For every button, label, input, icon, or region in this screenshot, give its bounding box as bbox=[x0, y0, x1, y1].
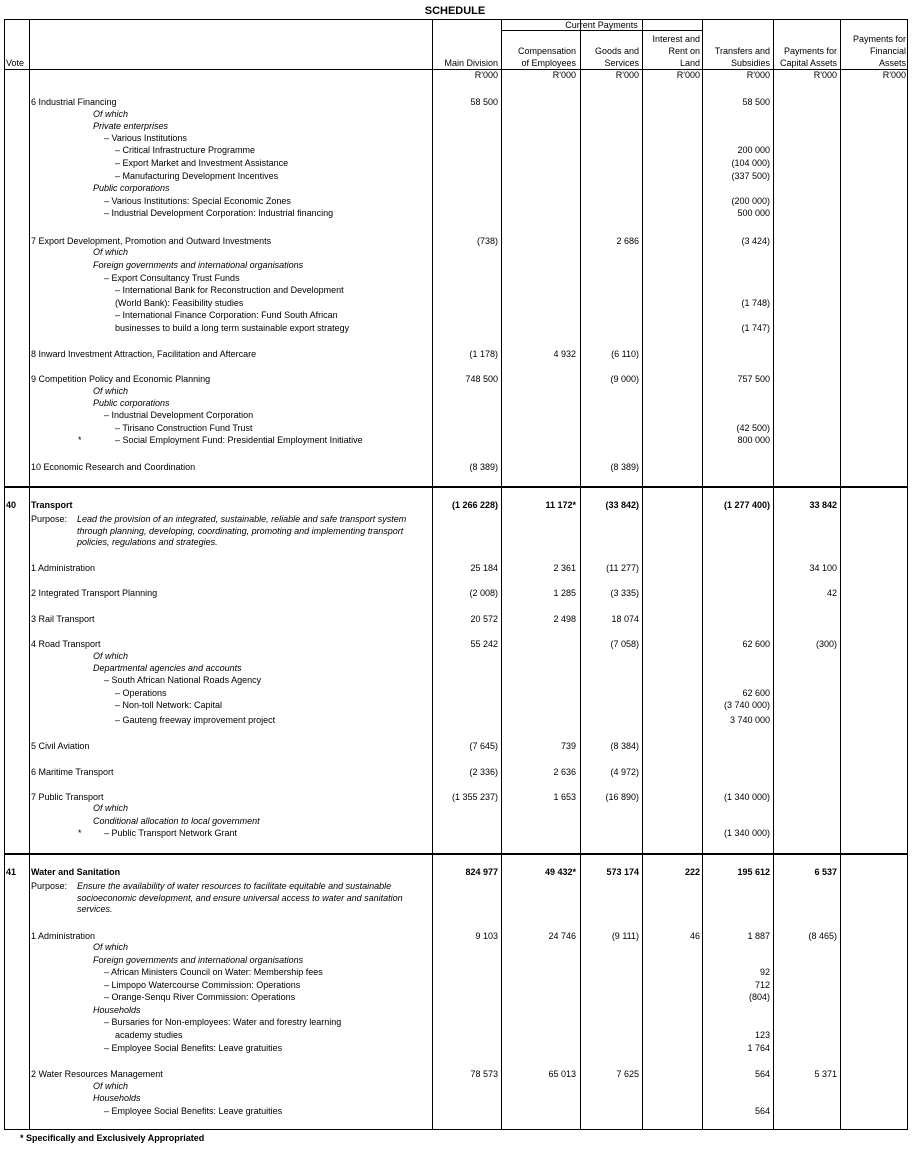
purpose-label: Purpose: bbox=[31, 514, 68, 524]
schedule-title: SCHEDULE bbox=[424, 5, 486, 17]
column-divider bbox=[29, 19, 30, 1130]
column-divider bbox=[642, 19, 643, 1130]
amount-ts: (1 340 000) bbox=[723, 792, 770, 802]
amount-md: (8 389) bbox=[469, 462, 498, 472]
row-label: 6 Industrial Financing bbox=[31, 97, 117, 107]
row-label: Departmental agencies and accounts bbox=[93, 663, 242, 673]
amount-ce: 65 013 bbox=[548, 1069, 576, 1079]
header-current-payments: Current Payments bbox=[565, 20, 638, 30]
row-label: 8 Inward Investment Attraction, Facilitation and Aftercare bbox=[31, 349, 257, 359]
amount-gs: (16 890) bbox=[605, 792, 639, 802]
row-label: Of which bbox=[93, 247, 129, 257]
header-goods: Goods and bbox=[594, 46, 639, 56]
column-divider bbox=[432, 19, 433, 1130]
amount-ce: 49 432* bbox=[544, 867, 576, 877]
header-interest: Land bbox=[679, 58, 700, 68]
amount-ca: (8 465) bbox=[808, 931, 837, 941]
row-label: 4 Road Transport bbox=[31, 639, 101, 649]
amount-gs: (3 335) bbox=[610, 588, 639, 598]
amount-ts: 712 bbox=[754, 980, 770, 990]
row-label: – Bursaries for Non-employees: Water and forestry learning bbox=[104, 1017, 342, 1027]
amount-ts: 92 bbox=[759, 967, 770, 977]
amount-ce: 24 746 bbox=[548, 931, 576, 941]
amount-ts: (1 748) bbox=[741, 298, 770, 308]
header-main-division: Main Division bbox=[444, 58, 498, 68]
unit-label: R'000 bbox=[746, 70, 770, 80]
amount-md: 9 103 bbox=[475, 931, 498, 941]
row-label: 2 Water Resources Management bbox=[31, 1069, 163, 1079]
amount-ts: (1 277 400) bbox=[723, 500, 770, 510]
amount-gs: 2 686 bbox=[616, 236, 639, 246]
footnote: * Specifically and Exclusively Appropriated bbox=[20, 1133, 205, 1143]
row-label: – International Finance Corporation: Fund South African bbox=[115, 310, 338, 320]
purpose-text: Lead the provision of an integrated, sustainable, reliable and safe transport system through planning, developing, coordinating, promoting and implementing transport policies, regulations and strategies. bbox=[77, 514, 407, 547]
amount-ts: 564 bbox=[754, 1069, 770, 1079]
amount-md: (1 266 228) bbox=[451, 500, 498, 510]
row-label: 1 Administration bbox=[31, 563, 96, 573]
amount-ts: 62 600 bbox=[742, 639, 770, 649]
amount-ts: 564 bbox=[754, 1106, 770, 1116]
row-label: – Operations bbox=[115, 688, 167, 698]
row-label: – International Bank for Reconstruction and Development bbox=[115, 285, 344, 295]
amount-ce: 2 361 bbox=[553, 563, 576, 573]
amount-md: 824 977 bbox=[465, 867, 498, 877]
column-divider bbox=[840, 19, 841, 1130]
amount-gs: 7 625 bbox=[616, 1069, 639, 1079]
row-label: – Export Consultancy Trust Funds bbox=[104, 273, 240, 283]
amount-gs: (6 110) bbox=[611, 349, 639, 359]
row-label: – Industrial Development Corporation bbox=[104, 410, 254, 420]
column-divider bbox=[773, 19, 774, 1130]
row-label: – Gauteng freeway improvement project bbox=[115, 715, 276, 725]
row-label: Foreign governments and international organisations bbox=[93, 955, 304, 965]
row-label: (World Bank): Feasibility studies bbox=[115, 298, 244, 308]
amount-gs: (33 842) bbox=[605, 500, 639, 510]
header-financial: Financial bbox=[869, 46, 906, 56]
row-label: Transport bbox=[31, 500, 73, 510]
header-interest: Interest and bbox=[652, 34, 700, 44]
amount-gs: (4 972) bbox=[610, 767, 639, 777]
amount-gs: (8 389) bbox=[610, 462, 639, 472]
amount-ts: 1 764 bbox=[747, 1043, 770, 1053]
amount-md: 78 573 bbox=[470, 1069, 498, 1079]
amount-md: (2 008) bbox=[469, 588, 498, 598]
row-label: – South African National Roads Agency bbox=[104, 675, 262, 685]
row-label: 5 Civil Aviation bbox=[31, 741, 90, 751]
column-divider bbox=[580, 19, 581, 1130]
header-capital: Capital Assets bbox=[779, 58, 837, 68]
header-financial: Payments for bbox=[852, 34, 906, 44]
amount-ts: 500 000 bbox=[737, 208, 770, 218]
row-label: Of which bbox=[93, 386, 129, 396]
row-label: 6 Maritime Transport bbox=[31, 767, 114, 777]
column-divider bbox=[702, 19, 703, 1130]
amount-ts: 800 000 bbox=[737, 435, 770, 445]
unit-label: R'000 bbox=[676, 70, 700, 80]
amount-ir: 46 bbox=[689, 931, 700, 941]
row-label: Private enterprises bbox=[93, 121, 169, 131]
amount-ca: 33 842 bbox=[809, 500, 837, 510]
amount-md: (1 178) bbox=[469, 349, 498, 359]
row-star: * bbox=[78, 828, 82, 838]
amount-md: (738) bbox=[476, 236, 498, 246]
amount-ir: 222 bbox=[684, 867, 700, 877]
amount-md: (2 336) bbox=[469, 767, 498, 777]
header-compensation: of Employees bbox=[521, 58, 576, 68]
amount-ts: (1 747) bbox=[741, 323, 770, 333]
amount-md: 58 500 bbox=[470, 97, 498, 107]
amount-ce: 1 285 bbox=[553, 588, 576, 598]
row-label: – Non-toll Network: Capital bbox=[115, 700, 223, 710]
amount-gs: (9 000) bbox=[610, 374, 639, 384]
row-label: 9 Competition Policy and Economic Planning bbox=[31, 374, 211, 384]
amount-ts: (3 740 000) bbox=[723, 700, 770, 710]
row-label: Of which bbox=[93, 803, 129, 813]
amount-md: 25 184 bbox=[470, 563, 498, 573]
amount-ca: 34 100 bbox=[809, 563, 837, 573]
amount-ca: (300) bbox=[815, 639, 837, 649]
amount-ts: 195 612 bbox=[737, 867, 770, 877]
vote-divider-40 bbox=[4, 486, 908, 488]
row-label: Public corporations bbox=[93, 183, 170, 193]
row-label: – Various Institutions: Special Economic Zones bbox=[104, 196, 291, 206]
amount-ts: 62 600 bbox=[742, 688, 770, 698]
vote-number: 41 bbox=[6, 867, 17, 877]
row-label: Water and Sanitation bbox=[31, 867, 121, 877]
amount-ce: 11 172* bbox=[545, 500, 576, 510]
row-label: – Employee Social Benefits: Leave gratuities bbox=[104, 1106, 283, 1116]
row-label: Public corporations bbox=[93, 398, 170, 408]
amount-ts: 58 500 bbox=[742, 97, 770, 107]
row-label: 3 Rail Transport bbox=[31, 614, 95, 624]
row-label: – Critical Infrastructure Programme bbox=[115, 145, 256, 155]
row-label: Foreign governments and international organisations bbox=[93, 260, 304, 270]
amount-ca: 6 537 bbox=[814, 867, 837, 877]
row-label: – Social Employment Fund: Presidential Employment Initiative bbox=[115, 435, 363, 445]
row-label: – Employee Social Benefits: Leave gratuities bbox=[104, 1043, 283, 1053]
row-label: Of which bbox=[93, 651, 129, 661]
header-rule bbox=[4, 69, 908, 70]
row-label: – African Ministers Council on Water: Membership fees bbox=[104, 967, 323, 977]
amount-ca: 42 bbox=[826, 588, 837, 598]
row-label: Of which bbox=[93, 1081, 129, 1091]
header-transfers: Subsidies bbox=[730, 58, 770, 68]
row-label: – Export Market and Investment Assistance bbox=[115, 158, 289, 168]
amount-ce: 1 653 bbox=[553, 792, 576, 802]
header-transfers: Transfers and bbox=[714, 46, 770, 56]
amount-md: (1 355 237) bbox=[451, 792, 498, 802]
amount-ca: 5 371 bbox=[814, 1069, 837, 1079]
row-label: – Orange-Senqu River Commission: Operations bbox=[104, 992, 296, 1002]
amount-gs: (8 384) bbox=[610, 741, 639, 751]
row-label: Conditional allocation to local government bbox=[93, 816, 260, 826]
amount-ts: 1 887 bbox=[747, 931, 770, 941]
unit-label: R'000 bbox=[474, 70, 498, 80]
vote-number: 40 bbox=[6, 500, 17, 510]
row-label: Households bbox=[93, 1093, 141, 1103]
unit-label: R'000 bbox=[813, 70, 837, 80]
amount-md: 748 500 bbox=[465, 374, 498, 384]
amount-ts: 200 000 bbox=[737, 145, 770, 155]
amount-gs: (9 111) bbox=[611, 931, 639, 941]
amount-ce: 2 636 bbox=[553, 767, 576, 777]
header-interest: Rent on bbox=[668, 46, 700, 56]
header-compensation: Compensation bbox=[517, 46, 576, 56]
amount-ts: (337 500) bbox=[731, 171, 770, 181]
unit-label: R'000 bbox=[615, 70, 639, 80]
vote-divider-41 bbox=[4, 853, 908, 855]
amount-ts: (804) bbox=[748, 992, 770, 1002]
row-label: Of which bbox=[93, 109, 129, 119]
row-label: 1 Administration bbox=[31, 931, 96, 941]
row-label: academy studies bbox=[115, 1030, 183, 1040]
row-label: Households bbox=[93, 1005, 141, 1015]
row-star: * bbox=[78, 435, 82, 445]
row-label: – Various Institutions bbox=[104, 133, 187, 143]
unit-label: R'000 bbox=[882, 70, 906, 80]
amount-ts: (42 500) bbox=[736, 423, 770, 433]
amount-ts: 3 740 000 bbox=[729, 715, 770, 725]
amount-ts: (3 424) bbox=[741, 236, 770, 246]
amount-gs: (11 277) bbox=[606, 563, 639, 573]
column-divider bbox=[501, 19, 502, 1130]
amount-md: 20 572 bbox=[470, 614, 498, 624]
row-label: – Limpopo Watercourse Commission: Operations bbox=[104, 980, 301, 990]
header-capital: Payments for bbox=[783, 46, 837, 56]
amount-ts: 123 bbox=[754, 1030, 770, 1040]
row-label: Of which bbox=[93, 942, 129, 952]
row-label: – Tirisano Construction Fund Trust bbox=[115, 423, 253, 433]
header-financial: Assets bbox=[878, 58, 906, 68]
unit-label: R'000 bbox=[552, 70, 576, 80]
header-goods: Services bbox=[604, 58, 639, 68]
amount-ts: 757 500 bbox=[737, 374, 770, 384]
row-label: – Public Transport Network Grant bbox=[104, 828, 238, 838]
amount-gs: 573 174 bbox=[606, 867, 639, 877]
row-label: 10 Economic Research and Coordination bbox=[31, 462, 196, 472]
amount-md: (7 645) bbox=[469, 741, 498, 751]
amount-ts: (200 000) bbox=[731, 196, 770, 206]
row-label: – Industrial Development Corporation: Industrial financing bbox=[104, 208, 334, 218]
row-label: 7 Export Development, Promotion and Outward Investments bbox=[31, 236, 272, 246]
amount-ce: 4 932 bbox=[553, 349, 576, 359]
row-label: 7 Public Transport bbox=[31, 792, 104, 802]
row-label: businesses to build a long term sustainable export strategy bbox=[115, 323, 350, 333]
header-vote: Vote bbox=[6, 58, 25, 68]
amount-ce: 739 bbox=[560, 741, 576, 751]
row-label: – Manufacturing Development Incentives bbox=[115, 171, 279, 181]
purpose-text: Ensure the availability of water resources to facilitate equitable and sustainable socioeconomic development, and ensure universal access to water and sanitation services. bbox=[77, 881, 403, 914]
row-label: 2 Integrated Transport Planning bbox=[31, 588, 158, 598]
amount-md: 55 242 bbox=[470, 639, 498, 649]
amount-ts: (104 000) bbox=[731, 158, 770, 168]
amount-ce: 2 498 bbox=[553, 614, 576, 624]
amount-gs: 18 074 bbox=[611, 614, 639, 624]
amount-ts: (1 340 000) bbox=[723, 828, 770, 838]
purpose-label: Purpose: bbox=[31, 881, 68, 891]
amount-gs: (7 058) bbox=[610, 639, 639, 649]
